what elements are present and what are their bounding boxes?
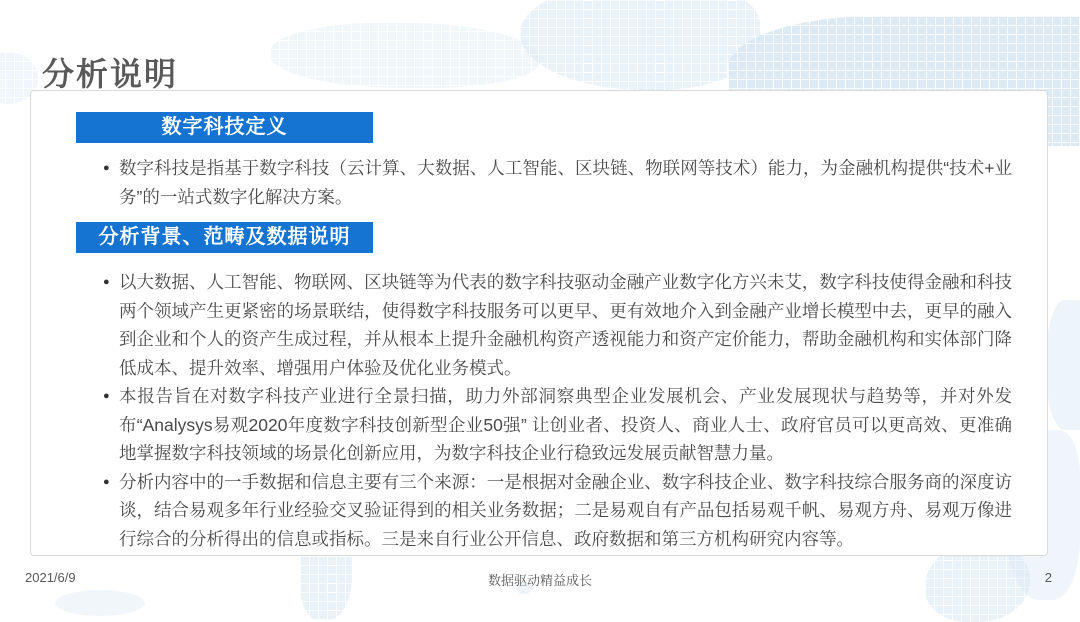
definition-bullet-group [76, 154, 1012, 211]
bullet-icon: ● [103, 475, 110, 488]
bullet-icon: ● [103, 390, 110, 402]
bullet-text: 以大数据、人工智能、物联网、区块链等为代表的数字科技驱动金融产业数字化方兴未艾，数字科技使得金融和科技两个领域产生更紧密的场景联结，使得数字科技服务可以更早、更有效地介入到金融产业增长模型中去，更早的融入到企业和个人的资产生成过程，并从根本上提升金融机构资产透视能力和资产定价能力，帮助金融机构和实体部门降低成本、提升效率、增强用户体验及优化业务模式。 [119, 272, 1012, 378]
footer-page-number: 2 [1044, 570, 1052, 585]
background-bullet-group [76, 268, 1012, 553]
section-badge-definition: 数字科技定义 [76, 112, 373, 143]
list-item [76, 268, 1012, 382]
bullet-text: 数字科技是指基于数字科技（云计算、大数据、人工智能、区块链、物联网等技术）能力，为金融机构提供“技术+业务”的一站式数字化解决方案。 [119, 158, 1012, 207]
section-badge-background: 分析背景、范畴及数据说明 [76, 222, 373, 253]
footer-slogan: 数据驱动精益成长 [487, 573, 592, 588]
list-item [76, 382, 1012, 468]
bullet-icon: ● [103, 276, 110, 288]
list-item [76, 468, 1012, 554]
page-title: 分析说明 [42, 56, 179, 93]
slide-footer [0, 570, 1080, 594]
list-item [76, 154, 1012, 211]
map-region-top-mid [520, 0, 760, 90]
bullet-text: 分析内容中的一手数据和信息主要有三个来源：一是根据对金融企业、数字科技企业、数字科技综合服务商的深度访谈，结合易观多年行业经验交叉验证得到的相关业务数据；二是易观自有产品包括易观千帆、易观方舟、易观万像进行综合的分析得出的信息或指标。三是来自行业公开信息、政府数据和第三方机构研究内容等。 [119, 471, 1012, 549]
map-region-right-edge [1046, 300, 1080, 430]
footer-date: 2021/6/9 [25, 570, 76, 585]
bullet-icon: ● [103, 162, 110, 174]
bullet-text: 本报告旨在对数字科技产业进行全景扫描，助力外部洞察典型企业发展机会、产业发展现状与趋势等，并对外发布“Analysys易观2020年度数字科技创新型企业50强” 让创业者、投资人、商业人士、政府官员可以更高效、更准确地掌握数字科技领域的场景化创新应用，为数字科技企业行稳致远发展贡献智慧力量。 [119, 386, 1012, 463]
content-card [30, 90, 1048, 556]
map-region-top-center [270, 22, 540, 88]
